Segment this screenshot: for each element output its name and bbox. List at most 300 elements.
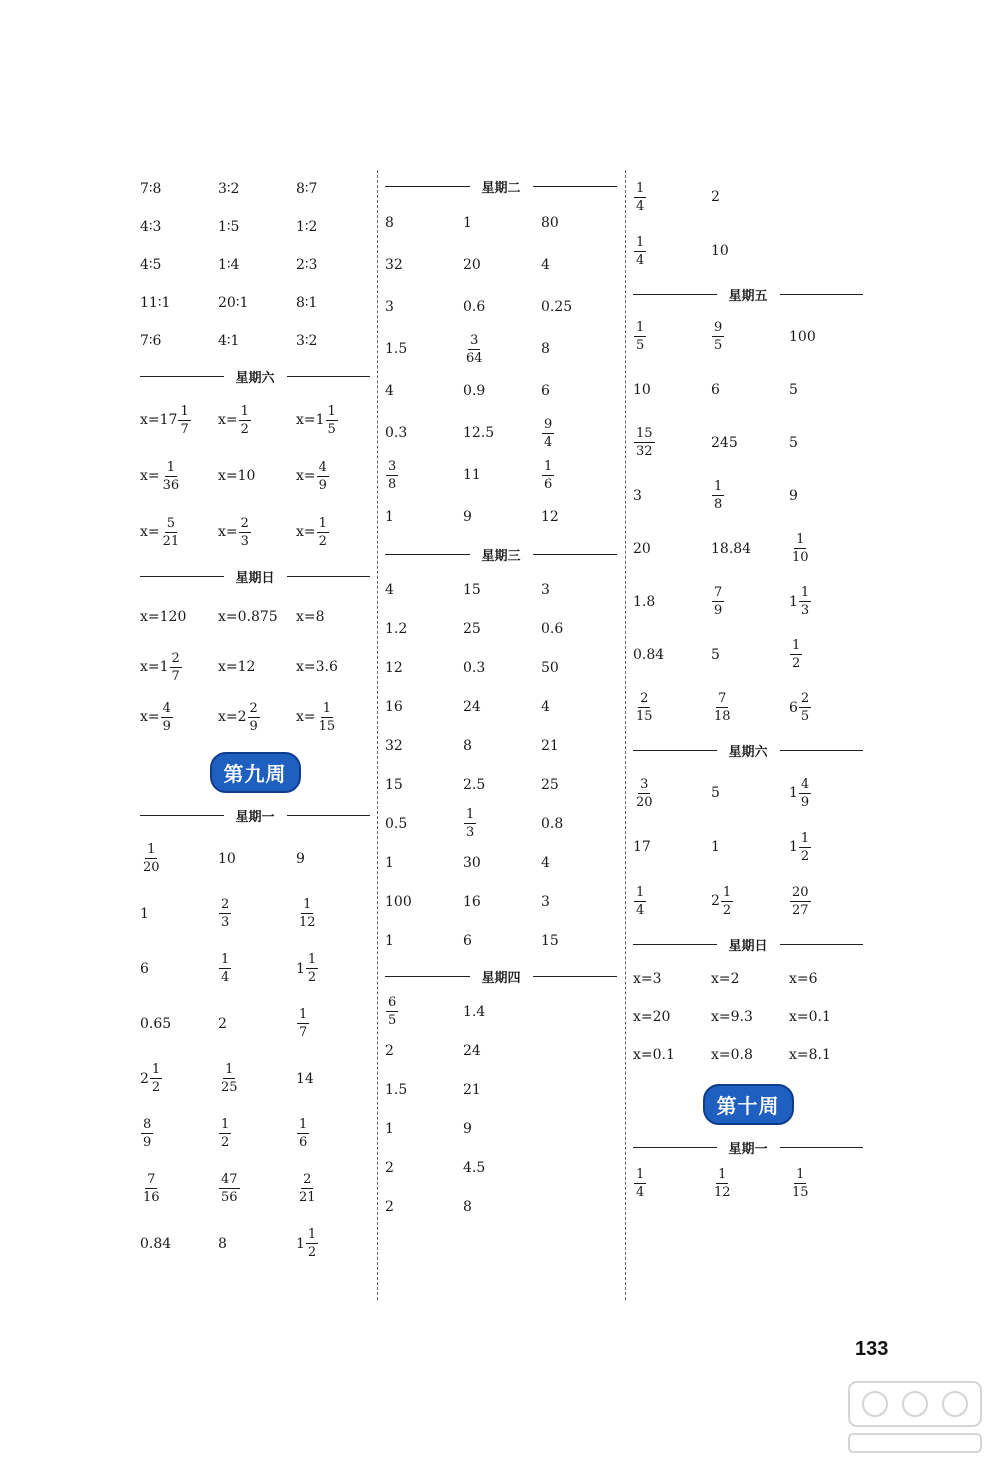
answer-cell — [633, 594, 711, 610]
answer-text: x=0.8 — [711, 1047, 753, 1063]
answer-fraction-group — [140, 517, 182, 548]
header-rule — [385, 186, 470, 187]
answer-fraction-group — [633, 182, 647, 213]
answer-text: 100 — [385, 893, 412, 910]
answer-text: 6 — [711, 381, 720, 398]
answer-row — [140, 170, 370, 208]
header-rule — [633, 1147, 717, 1148]
answer-cell — [218, 468, 296, 484]
answer-cell — [140, 702, 218, 733]
answer-prefix: x=1 — [296, 412, 325, 428]
answer-text: 9 — [463, 509, 472, 525]
answer-cell — [463, 383, 541, 399]
answer-cell — [711, 480, 789, 511]
answer-text: x=2 — [711, 971, 740, 987]
answer-fraction-group — [633, 886, 647, 917]
fraction-numerator: 1 — [166, 459, 176, 475]
fraction-denominator: 20 — [636, 794, 653, 810]
answer-row — [385, 412, 617, 454]
answer-cell — [633, 488, 711, 504]
answer-row — [385, 1148, 617, 1187]
answer-prefix: x=17 — [140, 412, 178, 428]
header-rule — [533, 976, 618, 977]
header-rule — [633, 294, 717, 295]
answer-text: 3 — [385, 299, 394, 315]
fraction — [464, 334, 485, 365]
fraction-numerator: 1 — [318, 515, 327, 531]
answer-cell — [385, 699, 463, 715]
answer-cell — [385, 1121, 463, 1137]
answer-row — [633, 1036, 863, 1074]
answer-cell — [633, 321, 711, 352]
answer-cell — [140, 181, 218, 197]
answer-text: 0.5 — [385, 815, 408, 832]
answer-cell — [218, 181, 296, 197]
answer-row — [385, 286, 617, 328]
fraction-denominator: 32 — [636, 444, 653, 459]
fraction-numerator: 7 — [714, 585, 723, 600]
day-label: 星期六 — [728, 744, 768, 760]
answer-row — [140, 322, 370, 360]
fraction — [248, 702, 260, 733]
answer-text: 2 — [385, 1042, 394, 1059]
answer-cell — [463, 1160, 541, 1176]
answer-row — [385, 496, 617, 538]
answer-text: 0.6 — [463, 299, 486, 315]
answer-fraction-group — [296, 702, 338, 733]
answer-row — [385, 843, 617, 882]
answer-row — [385, 570, 617, 609]
answer-cell — [541, 215, 619, 231]
answer-cell — [218, 1063, 296, 1094]
answer-cell — [633, 647, 711, 663]
answer-cell — [711, 785, 789, 801]
answer-text: 1 — [385, 1120, 394, 1137]
fraction-numerator: 4 — [318, 459, 327, 475]
fraction-numerator: 4 — [162, 700, 171, 716]
answer-cell — [296, 851, 374, 867]
answer-text: 24 — [463, 698, 481, 715]
fraction-numerator: 1 — [792, 638, 801, 653]
answer-prefix: 1 — [296, 960, 305, 977]
answer-cell — [711, 321, 789, 352]
header-rule — [780, 1147, 864, 1148]
fraction-numerator: 1 — [299, 1117, 308, 1132]
answer-cell — [633, 1047, 711, 1063]
answer-fraction-group — [711, 692, 734, 723]
fraction-denominator: 2 — [307, 970, 317, 985]
answer-text: 6 — [463, 932, 472, 949]
answer-cell — [633, 236, 711, 267]
answer-fraction-group — [541, 460, 555, 491]
fraction-denominator: 21 — [162, 533, 180, 549]
answer-text: 3 — [541, 893, 550, 910]
answer-text: 4 — [541, 854, 550, 871]
fraction — [386, 460, 398, 491]
answer-text: x=12 — [218, 659, 256, 675]
answer-cell — [633, 778, 711, 809]
answer-fraction-group — [218, 1173, 241, 1204]
answer-text: 11∶1 — [140, 295, 171, 311]
answer-cell — [541, 621, 619, 637]
answer-fraction-group — [218, 953, 232, 984]
answer-row — [140, 392, 370, 448]
answer-row — [140, 831, 370, 886]
fraction-denominator: 4 — [636, 198, 645, 214]
answer-cell — [218, 1118, 296, 1149]
answer-cell — [541, 383, 619, 399]
answer-cell — [541, 738, 619, 754]
answer-cell — [463, 582, 541, 598]
answer-cell — [385, 1160, 463, 1176]
fraction-numerator: 1 — [147, 842, 156, 857]
answer-cell — [633, 971, 711, 987]
answer-text: 10 — [218, 850, 236, 867]
answer-cell — [296, 898, 374, 929]
fraction-numerator: 1 — [722, 884, 732, 900]
answer-text: 15 — [463, 581, 481, 598]
answer-cell — [711, 692, 789, 723]
fraction — [219, 1063, 240, 1094]
answer-cell — [541, 418, 619, 449]
answer-cell — [463, 334, 541, 365]
answer-text: 1 — [463, 215, 472, 231]
answer-text: 1∶4 — [218, 257, 240, 273]
fraction-numerator: 7 — [718, 691, 727, 706]
fraction-denominator: 16 — [143, 1190, 160, 1205]
answer-cell — [789, 1009, 867, 1025]
answer-prefix: 2 — [140, 1070, 149, 1087]
answer-cell — [463, 808, 541, 839]
answer-fraction-group — [633, 321, 647, 352]
fraction-numerator: 6 — [388, 995, 397, 1010]
answer-text: 4 — [385, 383, 394, 399]
answer-text: 12.5 — [463, 425, 495, 441]
answer-row — [140, 692, 370, 742]
answer-cell — [711, 189, 789, 205]
answer-text: 4.5 — [463, 1159, 486, 1176]
answer-text: 0.9 — [463, 383, 486, 399]
answer-cell — [296, 1071, 374, 1087]
day-label: 星期五 — [728, 288, 768, 304]
answer-cell — [385, 425, 463, 441]
day-label: 星期一 — [728, 1141, 768, 1157]
fraction-numerator: 1 — [800, 585, 810, 600]
fraction — [306, 1228, 318, 1259]
answer-cell — [218, 953, 296, 984]
answer-cell — [296, 1008, 374, 1039]
answer-text: 18.84 — [711, 540, 752, 557]
fraction-numerator: 2 — [800, 691, 810, 706]
answer-cell — [633, 886, 711, 917]
answer-cell — [463, 738, 541, 754]
fraction-numerator: 1 — [636, 180, 645, 196]
answer-fraction-group — [218, 898, 232, 929]
answer-row — [140, 1051, 370, 1106]
fraction-denominator: 5 — [388, 1013, 397, 1028]
answer-text: 1.4 — [463, 1003, 486, 1020]
fraction-numerator: 9 — [544, 416, 553, 432]
fraction-denominator: 4 — [221, 970, 230, 985]
answer-text: x=0.1 — [789, 1009, 831, 1025]
answer-fraction-group — [633, 236, 647, 267]
fraction — [634, 321, 646, 352]
answer-fraction-group — [711, 480, 725, 511]
fraction-denominator: 12 — [299, 915, 316, 930]
answer-text: 24 — [463, 1042, 481, 1059]
answer-row — [385, 609, 617, 648]
answer-cell — [711, 541, 789, 557]
fraction-numerator: 2 — [640, 691, 649, 706]
answer-row — [633, 310, 863, 363]
answer-fraction-group — [140, 652, 183, 683]
answer-cell — [789, 1047, 867, 1063]
answer-cell — [385, 509, 463, 525]
answer-cell — [385, 582, 463, 598]
answer-cell — [711, 647, 789, 663]
answer-text: 20 — [463, 257, 481, 273]
answer-text: 3∶2 — [218, 181, 240, 197]
answer-fraction-group — [218, 1118, 232, 1149]
answer-text: x=10 — [218, 468, 256, 484]
header-rule — [533, 554, 618, 555]
week-banner — [140, 752, 370, 793]
fraction — [790, 533, 811, 564]
fraction-denominator: 2 — [800, 848, 810, 864]
answer-row — [633, 820, 863, 874]
answer-cell — [385, 257, 463, 273]
answer-cell — [463, 1121, 541, 1137]
answer-row — [140, 246, 370, 284]
fraction-numerator: 7 — [147, 1172, 156, 1187]
answer-row — [385, 765, 617, 804]
answer-text: 12 — [385, 659, 403, 676]
answer-fraction-group — [633, 1168, 647, 1199]
header-rule — [140, 376, 224, 377]
answer-cell — [711, 586, 789, 617]
answer-fraction-group — [789, 639, 803, 670]
answer-text: 1∶2 — [296, 219, 318, 235]
answer-text: 10 — [633, 381, 651, 398]
answer-row — [385, 1109, 617, 1148]
answer-prefix: 1 — [789, 593, 798, 610]
answer-text: 1∶5 — [218, 219, 240, 235]
fraction — [178, 405, 190, 436]
answer-row — [385, 202, 617, 244]
fraction-numerator: 1 — [796, 1166, 805, 1182]
answer-text: 5 — [789, 381, 798, 398]
fraction-numerator: 3 — [470, 332, 479, 348]
answer-fraction-group — [296, 1228, 319, 1259]
fraction-numerator: 1 — [466, 807, 475, 822]
answer-text: 32 — [385, 257, 403, 273]
fraction-numerator: 47 — [221, 1172, 238, 1187]
answer-row — [633, 1163, 863, 1203]
fraction-numerator: 1 — [636, 884, 645, 900]
fraction — [634, 427, 655, 458]
answer-cell — [140, 405, 218, 436]
answer-cell — [140, 257, 218, 273]
day-header — [633, 282, 863, 306]
fraction — [141, 843, 162, 874]
answer-fraction-group — [633, 692, 656, 723]
fraction-numerator: 1 — [544, 458, 553, 474]
fraction-denominator: 3 — [800, 603, 810, 618]
answer-fraction-group — [140, 1173, 163, 1204]
answer-row — [633, 224, 863, 278]
answer-row — [140, 941, 370, 996]
answer-text: 0.6 — [541, 620, 564, 637]
answer-cell — [541, 699, 619, 715]
answer-text: 4∶5 — [140, 257, 162, 273]
answer-cell — [385, 215, 463, 231]
fraction-numerator: 1 — [636, 1166, 645, 1182]
answer-text: 4 — [541, 698, 550, 715]
answer-cell — [633, 382, 711, 398]
answer-row — [385, 992, 617, 1031]
fraction-denominator: 9 — [318, 477, 327, 493]
answer-text: 30 — [463, 854, 481, 871]
answer-cell — [385, 1199, 463, 1215]
fraction — [170, 652, 182, 683]
answer-cell — [541, 777, 619, 793]
answer-cell — [296, 219, 374, 235]
week-banner — [633, 1084, 863, 1125]
answer-row — [385, 370, 617, 412]
answer-cell — [463, 257, 541, 273]
answer-cell — [711, 382, 789, 398]
answer-cell — [296, 333, 374, 349]
fraction-denominator: 5 — [800, 709, 810, 724]
fraction — [464, 808, 476, 839]
fraction-denominator: 2 — [221, 1135, 230, 1150]
answer-row — [140, 448, 370, 504]
answer-text: 8∶1 — [296, 295, 318, 311]
answer-row — [140, 208, 370, 246]
answer-cell — [140, 1118, 218, 1149]
answer-text: 1 — [711, 839, 720, 855]
answer-cell — [218, 257, 296, 273]
fraction — [712, 321, 724, 352]
fraction-denominator: 8 — [714, 497, 723, 512]
answer-cell — [541, 660, 619, 676]
answer-cell — [385, 621, 463, 637]
fraction-denominator: 6 — [299, 1135, 308, 1150]
answer-text: 2∶3 — [296, 257, 318, 273]
answer-row — [385, 1070, 617, 1109]
answer-fraction-group — [463, 808, 477, 839]
answer-row — [385, 1031, 617, 1070]
answer-text: 8 — [463, 1198, 472, 1215]
answer-cell — [296, 953, 374, 984]
answer-cell — [463, 1043, 541, 1059]
answer-text: x=8.1 — [789, 1047, 831, 1063]
answer-cell — [385, 816, 463, 832]
answer-cell — [463, 467, 541, 483]
fraction-numerator: 1 — [800, 830, 810, 846]
answer-cell — [541, 299, 619, 315]
fraction-denominator: 64 — [466, 350, 483, 366]
fraction-denominator: 3 — [466, 825, 475, 840]
fraction-denominator: 4 — [636, 902, 645, 918]
fraction — [634, 692, 655, 723]
answer-text: 4 — [541, 257, 550, 273]
answer-text: 17 — [633, 839, 651, 855]
answer-cell — [463, 215, 541, 231]
answer-row — [140, 996, 370, 1051]
answer-fraction-group — [296, 461, 330, 492]
answer-fraction-group — [541, 418, 555, 449]
answer-row — [633, 469, 863, 522]
fraction-denominator: 10 — [792, 550, 809, 565]
answer-cell — [385, 777, 463, 793]
fraction — [634, 778, 655, 809]
answer-text: 8 — [463, 737, 472, 754]
fraction-numerator: 1 — [714, 479, 723, 494]
answer-text: x=20 — [633, 1009, 671, 1025]
fraction — [317, 517, 329, 548]
fraction-numerator: 1 — [225, 1062, 234, 1077]
fraction-denominator: 2 — [151, 1080, 161, 1095]
fraction — [790, 1168, 811, 1199]
answer-prefix: x= — [218, 524, 238, 540]
answer-cell — [296, 257, 374, 273]
answer-cell — [385, 460, 463, 491]
fraction — [790, 886, 811, 917]
watermark-logo — [845, 1378, 985, 1458]
answer-row — [385, 726, 617, 765]
fraction — [297, 898, 318, 929]
answer-fraction-group — [385, 460, 399, 491]
answer-row — [140, 592, 370, 642]
fraction — [712, 586, 724, 617]
fraction-numerator: 1 — [718, 1166, 727, 1182]
answer-row — [633, 998, 863, 1036]
answer-cell — [385, 660, 463, 676]
answer-cell — [463, 699, 541, 715]
answer-cell — [633, 541, 711, 557]
fraction-denominator: 5 — [714, 338, 723, 353]
header-rule — [633, 944, 717, 945]
answer-cell — [385, 1043, 463, 1059]
answer-cell — [711, 435, 789, 451]
answer-text: 4∶1 — [218, 333, 240, 349]
column-divider — [377, 170, 378, 1300]
fraction — [317, 702, 338, 733]
answer-fraction-group — [218, 1063, 241, 1094]
answer-prefix: 1 — [296, 1235, 305, 1252]
answer-cell — [633, 1168, 711, 1199]
day-label: 星期二 — [481, 180, 521, 196]
answer-text: 2 — [385, 1159, 394, 1176]
answer-cell — [463, 894, 541, 910]
answer-row — [633, 416, 863, 469]
answer-cell — [789, 488, 867, 504]
answer-text: 5 — [789, 434, 798, 451]
answer-text: x=8 — [296, 609, 325, 625]
answer-fraction-group — [711, 1168, 734, 1199]
answer-text: x=3 — [633, 971, 662, 987]
answer-cell — [296, 702, 374, 733]
answer-cell — [711, 1047, 789, 1063]
answer-cell — [296, 295, 374, 311]
answer-fraction-group — [789, 1168, 812, 1199]
answer-text: 1.8 — [633, 593, 656, 610]
answer-fraction-group — [296, 898, 319, 929]
answer-cell — [385, 383, 463, 399]
answer-text: 4 — [385, 581, 394, 598]
answer-prefix: 1 — [789, 785, 798, 801]
